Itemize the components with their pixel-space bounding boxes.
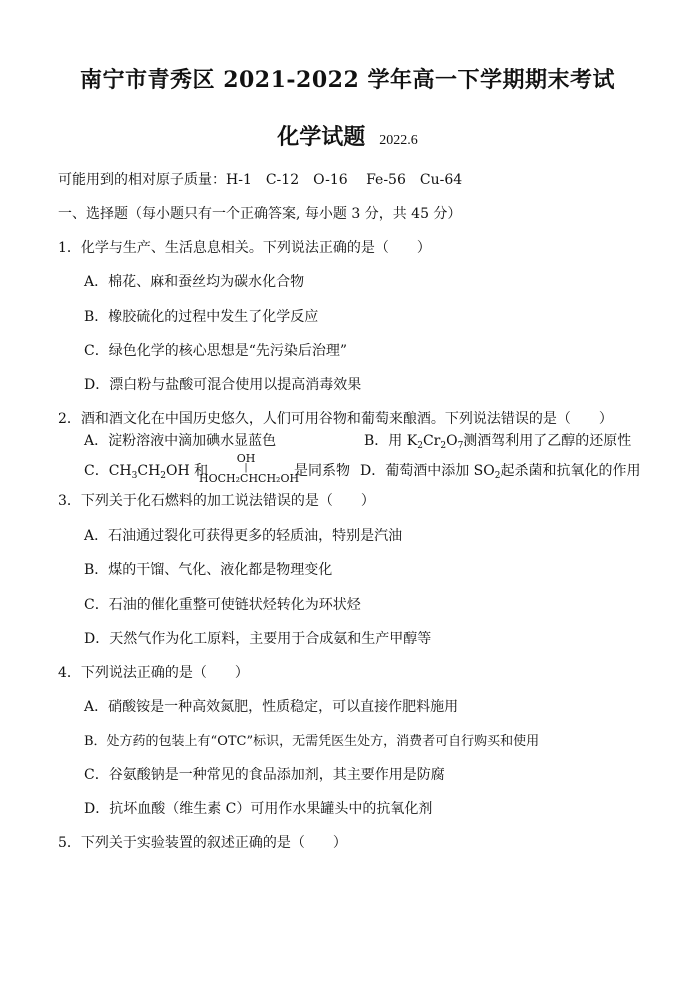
question-2-stem: 2．酒和酒文化在中国历史悠久，人们可用谷物和葡萄来酿酒。下列说法错误的是（ ）: [58, 411, 613, 427]
bond-line: |: [244, 463, 248, 473]
question-4-option-d: D．抗坏血酸（维生素 C）可用作水果罐头中的抗氧化剂: [84, 801, 433, 817]
question-1-stem: 1．化学与生产、生活息息相关。下列说法正确的是（ ）: [58, 240, 431, 256]
question-4-option-c: C．谷氨酸钠是一种常见的食品添加剂，其主要作用是防腐: [84, 767, 445, 783]
question-2-option-b: B．用 $K_2Cr_2O_7$测酒驾利用了乙醇的还原性: [364, 433, 632, 451]
subject-title: 化学试题: [277, 124, 366, 150]
question-4-option-b: B．处方药的包装上有“OTC”标识，无需凭医生处方，消费者可自行购买和使用: [84, 734, 540, 749]
question-4-stem: 4．下列说法正确的是（ ）: [58, 665, 249, 681]
question-2-option-c-text: C．$CH_3CH_2OH$ 和: [84, 463, 209, 481]
question-3-stem: 3．下列关于化石燃料的加工说法错误的是（ ）: [58, 493, 375, 509]
question-4-option-a: A．硝酸铵是一种高效氮肥，性质稳定，可以直接作肥料施用: [84, 699, 459, 715]
glycerol-formula: HOCH₂CHCH₂OH: [199, 472, 300, 485]
glycerol-structure: [199, 452, 300, 485]
question-5-stem: 5．下列关于实验装置的叙述正确的是（ ）: [58, 835, 347, 851]
hydroxyl-label: OH: [236, 452, 256, 465]
question-2-option-d: D．葡萄酒中添加 $SO_2$起杀菌和抗氧化的作用: [360, 463, 641, 481]
atomic-mass-line: 可能用到的相对原子质量：H-1 C-12 O-16 Fe-56 Cu-64: [58, 172, 463, 188]
question-1-option-a: A．棉花、麻和蚕丝均为碳水化合物: [84, 274, 305, 290]
subtitle-row: [0, 120, 695, 151]
question-3-option-c: C．石油的催化重整可使链状烃转化为环状烃: [84, 597, 361, 613]
question-3-option-a: A．石油通过裂化可获得更多的轻质油，特别是汽油: [84, 528, 403, 544]
question-2-option-a: A．淀粉溶液中滴加碘水显蓝色: [84, 433, 277, 449]
page-title: 南宁市青秀区 2021-2022 学年高一下学期期末考试: [80, 67, 615, 93]
section-heading: 一、选择题（每小题只有一个正确答案, 每小题 3 分，共 45 分）: [58, 206, 462, 222]
question-2-option-c-end: 是同系物: [294, 463, 350, 479]
question-3-option-d: D．天然气作为化工原料，主要用于合成氨和生产甲醇等: [84, 631, 432, 647]
question-1-option-d: D．漂白粉与盐酸可混合使用以提高消毒效果: [84, 377, 362, 393]
question-3-option-b: B．煤的干馏、气化、液化都是物理变化: [84, 562, 333, 578]
question-1-option-b: B．橡胶硫化的过程中发生了化学反应: [84, 309, 319, 325]
question-1-option-c: C．绿色化学的核心思想是“先污染后治理”: [84, 343, 348, 359]
exam-date: 2022.6: [379, 133, 418, 148]
